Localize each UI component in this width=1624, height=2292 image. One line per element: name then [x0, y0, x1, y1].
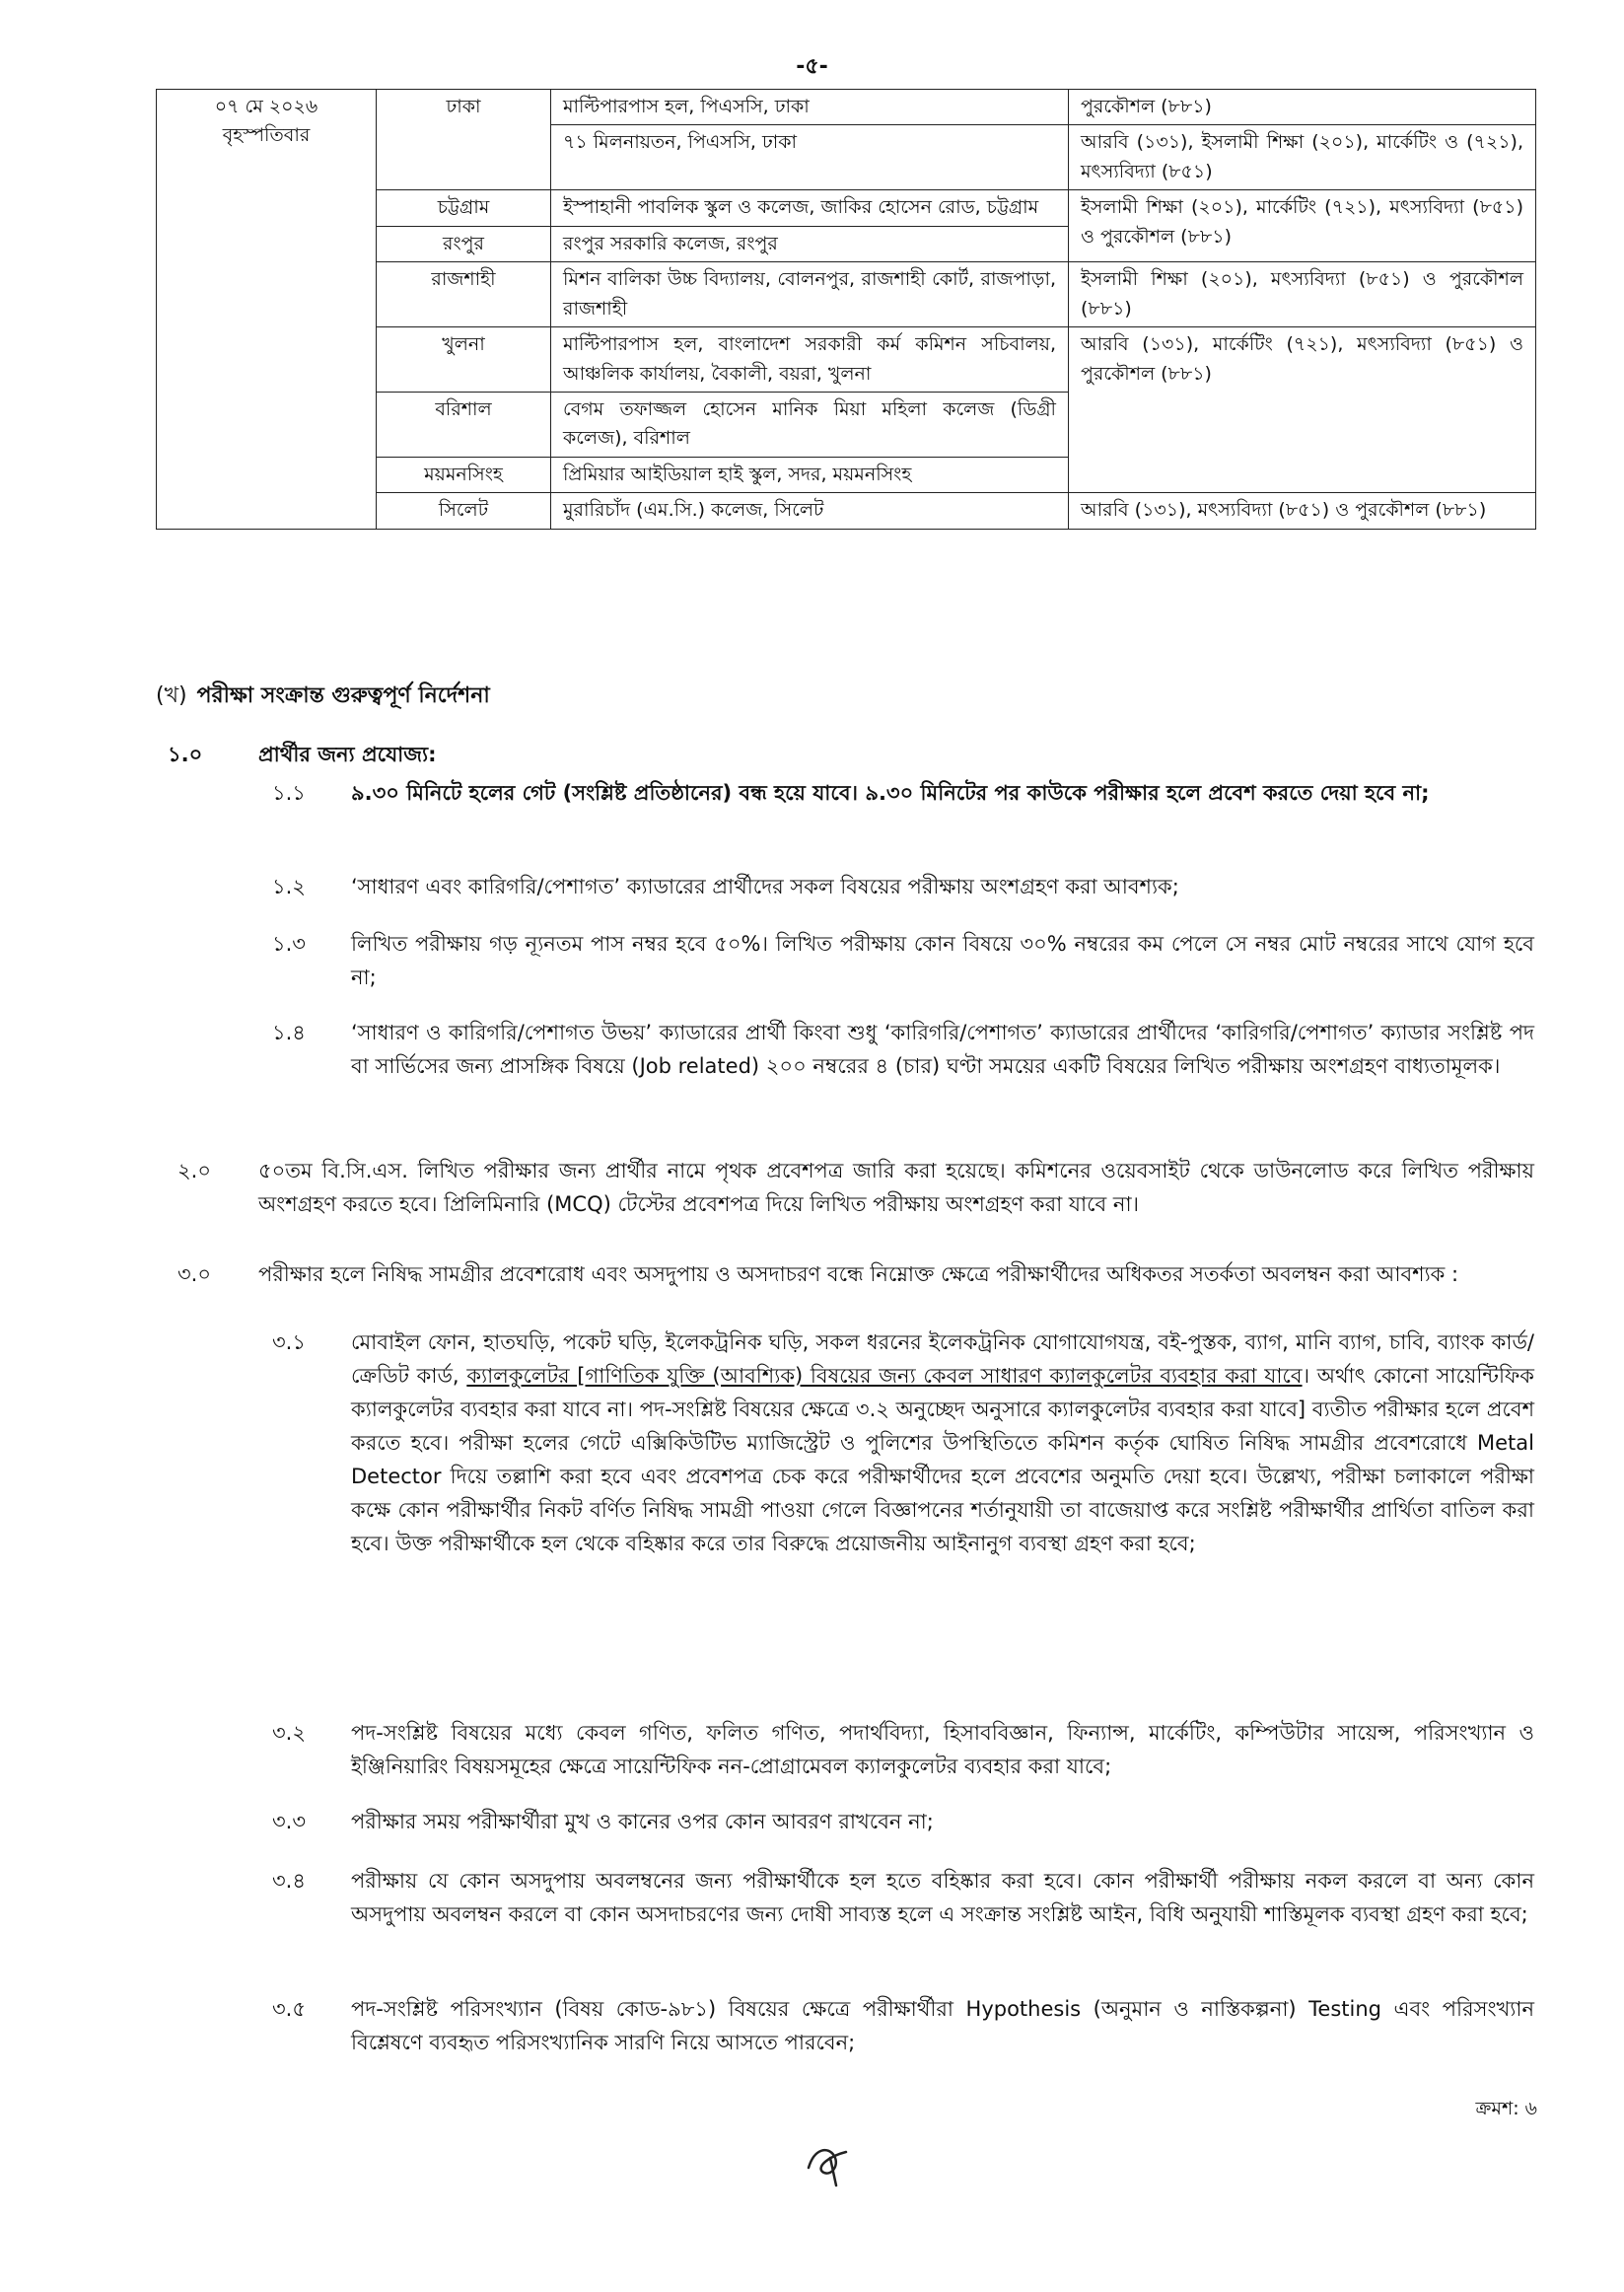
subjects-cell: ইসলামী শিক্ষা (২০১), মৎস্যবিদ্যা (৮৫১) ও পুরকৌশল (৮৮১)	[1069, 262, 1536, 327]
subjects-cell: ইসলামী শিক্ষা (২০১), মার্কেটিং (৭২১), মৎস্যবিদ্যা (৮৫১) ও পুরকৌশল (৮৮১)	[1069, 190, 1536, 262]
exam-day: বৃহস্পতিবার	[222, 124, 311, 147]
instruction-text: ‘সাধারণ ও কারিগরি/পেশাগত উভয়’ ক্যাডারের প্রার্থী কিংবা শুধু ‘কারিগরি/পেশাগত’ ক্যাডারের প্রার্থীদের ‘কারিগরি/পেশাগত’ ক্যাডার সংশ্লিষ্ট পদ বা সার্ভিসের জন্য প্রাসঙ্গিক বিষয়ে (Job related) ২০০ নম্বরের ৪ (চার) ঘণ্টা সময়ের একটি বিষয়ের লিখিত পরীক্ষায় অংশগ্রহণ বাধ্যতামূলক।	[351, 1021, 1534, 1079]
instruction-text: পদ-সংশ্লিষ্ট বিষয়ের মধ্যে কেবল গণিত, ফলিত গণিত, পদার্থবিদ্যা, হিসাববিজ্ঞান, ফিন্যান্স, মার্কেটিং, কম্পিউটার সায়েন্স, পরিসংখ্যান ও ইঞ্জিনিয়ারিং বিষয়সমূহের ক্ষেত্রে সায়েন্টিফিক নন-প্রোগ্রামেবল ক্যালকুলেটর ব্যবহার করা যাবে;	[351, 1721, 1534, 1779]
table-row	[157, 90, 1536, 125]
division-cell: ঢাকা	[377, 90, 551, 190]
item-number: ৩.৩	[272, 1810, 306, 1833]
subjects-cell: আরবি (১৩১), ইসলামী শিক্ষা (২০১), মার্কেটিং ও (৭২১), মৎস্যবিদ্যা (৮৫১)	[1069, 125, 1536, 190]
text-run: মোবাইল ফোন, হাতঘড়ি, পকেট ঘড়ি, ইলেকট্রনিক ঘড়ি, সকল ধরনের ইলেকট্রনিক যোগাযোগযন্ত্র, বই-পুস্তক, ব্যাগ, মানি ব্যাগ, চাবি, ব্যাংক কার্ড/ক্রেডিট কার্ড,	[351, 1330, 1534, 1389]
underlined-text: ক্যালকুলেটর [গাণিতিক যুক্তি (আবশ্যিক) বিষয়ের জন্য কেবল সাধারণ ক্যালকুলেটর ব্যবহার করা যাবে	[466, 1364, 1303, 1389]
division-cell: রংপুর	[377, 226, 551, 261]
section-label: (খ)	[156, 683, 187, 708]
division-cell: চট্টগ্রাম	[377, 190, 551, 226]
instruction-text: পরীক্ষায় যে কোন অসদুপায় অবলম্বনের জন্য পরীক্ষার্থীকে হল হতে বহিষ্কার করা হবে। কোন পরীক্ষার্থী পরীক্ষায় নকল করলে বা অন্য কোন অসদুপায় অবলম্বন করলে বা কোন অসদাচরণের জন্য দোষী সাব্যস্ত হলে এ সংক্রান্ত সংশ্লিষ্ট আইন, বিধি অনুযায়ী শাস্তিমূলক ব্যবস্থা গ্রহণ করা হবে;	[351, 1869, 1534, 1927]
item-number: ১.৪	[272, 1021, 306, 1044]
division-cell: রাজশাহী	[377, 262, 551, 327]
venue-cell: ইস্পাহানী পাবলিক স্কুল ও কলেজ, জাকির হোসেন রোড, চট্টগ্রাম	[551, 190, 1069, 226]
division-cell: বরিশাল	[377, 392, 551, 457]
instruction-text: পদ-সংশ্লিষ্ট পরিসংখ্যান (বিষয় কোড-৯৮১) বিষয়ের ক্ষেত্রে পরীক্ষার্থীরা Hypothesis (অনুমান ও নাস্তিকল্পনা) Testing এবং পরিসংখ্যান বিশ্লেষণে ব্যবহৃত পরিসংখ্যানিক সারণি নিয়ে আসতে পারবেন;	[351, 1997, 1534, 2055]
continued-note: ক্রমশ: ৬	[1475, 2098, 1537, 2119]
instruction-text: পরীক্ষার সময় পরীক্ষার্থীরা মুখ ও কানের ওপর কোন আবরণ রাখবেন না;	[351, 1810, 934, 1833]
item-number: ৩.২	[272, 1721, 306, 1745]
instruction-text: পরীক্ষার হলে নিষিদ্ধ সামগ্রীর প্রবেশরোধ এবং অসদুপায় ও অসদাচরণ বন্ধে নিম্নোক্ত ক্ষেত্রে পরীক্ষার্থীদের অধিকতর সতর্কতা অবলম্বন করা আবশ্যক :	[258, 1262, 1459, 1286]
division-cell: সিলেট	[377, 493, 551, 529]
subsection-title: প্রার্থীর জন্য প্রযোজ্য:	[258, 743, 437, 766]
venue-cell: মুরারিচাঁদ (এম.সি.) কলেজ, সিলেট	[551, 493, 1069, 529]
item-number: ৩.৫	[272, 1997, 306, 2021]
instruction-text	[351, 1325, 1534, 1560]
instruction-text: লিখিত পরীক্ষায় গড় ন্যূনতম পাস নম্বর হবে ৫০%। লিখিত পরীক্ষায় কোন বিষয়ে ৩০% নম্বরের কম পেলে সে নম্বর মোট নম্বরের সাথে যোগ হবে না;	[351, 932, 1534, 990]
item-number: ৩.৪	[272, 1869, 306, 1893]
exam-venue-table	[156, 89, 1536, 530]
instruction-text: ৫০তম বি.সি.এস. লিখিত পরীক্ষার জন্য প্রার্থীর নামে পৃথক প্রবেশপত্র জারি করা হয়েছে। কমিশনের ওয়েবসাইট থেকে ডাউনলোড করে লিখিত পরীক্ষায় অংশগ্রহণ করতে হবে। প্রিলিমিনারি (MCQ) টেস্টের প্রবেশপত্র দিয়ে লিখিত পরীক্ষায় অংশগ্রহণ করা যাবে না।	[258, 1159, 1534, 1217]
subjects-cell: পুরকৌশল (৮৮১)	[1069, 90, 1536, 125]
section-heading	[156, 679, 490, 715]
text-run: । অর্থাৎ কোনো সায়েন্টিফিক ক্যালকুলেটর ব্যবহার করা যাবে না। পদ-সংশ্লিষ্ট বিষয়ের ক্ষেত্রে ৩.২ অনুচ্ছেদ অনুসারে ক্যালকুলেটর ব্যবহার করা যাবে] ব্যতীত পরীক্ষার হলে প্রবেশ করতে হবে। পরীক্ষা হলের গেটে এক্সিকিউটিভ ম্যাজিস্ট্রেট ও পুলিশের উপস্থিতিতে কমিশন কর্তৃক ঘোষিত নিষিদ্ধ সামগ্রীর প্রবেশরোধে Metal Detector দিয়ে তল্লাশি করা হবে এবং প্রবেশপত্র চেক করে পরীক্ষার্থীদের হলে প্রবেশের অনুমতি দেয়া হবে। উল্লেখ্য, পরীক্ষা চলাকালে পরীক্ষা কক্ষে কোন পরীক্ষার্থীর নিকট বর্ণিত নিষিদ্ধ সামগ্রী পাওয়া গেলে বিজ্ঞাপনের শর্তানুযায়ী তা বাজেয়াপ্ত করে সংশ্লিষ্ট পরীক্ষার্থীর প্রার্থিতা বাতিল করা হবে। উক্ত পরীক্ষার্থীকে হল থেকে বহিষ্কার করে তার বিরুদ্ধে প্রয়োজনীয় আইনানুগ ব্যবস্থা গ্রহণ করা হবে;	[351, 1364, 1534, 1556]
subjects-cell: আরবি (১৩১), মার্কেটিং (৭২১), মৎস্যবিদ্যা (৮৫১) ও পুরকৌশল (৮৮১)	[1069, 327, 1536, 493]
venue-cell: মাল্টিপারপাস হল, পিএসসি, ঢাকা	[551, 90, 1069, 125]
venue-cell: ৭১ মিলনায়তন, পিএসসি, ঢাকা	[551, 125, 1069, 190]
item-number: ১.০	[168, 743, 203, 766]
venue-cell: প্রিমিয়ার আইডিয়াল হাই স্কুল, সদর, ময়মনসিংহ	[551, 457, 1069, 492]
instruction-text: ‘সাধারণ এবং কারিগরি/পেশাগত’ ক্যাডারের প্রার্থীদের সকল বিষয়ের পরীক্ষায় অংশগ্রহণ করা আবশ্যক;	[351, 875, 1179, 898]
venue-cell: রংপুর সরকারি কলেজ, রংপুর	[551, 226, 1069, 261]
exam-date: ০৭ মে ২০২৬	[214, 96, 318, 117]
item-number: ১.১	[272, 781, 306, 805]
instruction-text: ৯.৩০ মিনিটে হলের গেট (সংশ্লিষ্ট প্রতিষ্ঠানের) বন্ধ হয়ে যাবে। ৯.৩০ মিনিটের পর কাউকে পরীক্ষার হলে প্রবেশ করতে দেয়া হবে না;	[351, 781, 1430, 805]
item-number: ১.৩	[272, 932, 306, 956]
item-number: ১.২	[272, 875, 306, 898]
venue-cell: মিশন বালিকা উচ্চ বিদ্যালয়, বোলনপুর, রাজশাহী কোর্ট, রাজপাড়া, রাজশাহী	[551, 262, 1069, 327]
item-number: ৩.০	[177, 1262, 211, 1286]
exam-date-cell	[157, 90, 377, 530]
page-number: -৫-	[796, 54, 828, 79]
venue-cell: বেগম তফাজ্জল হোসেন মানিক মিয়া মহিলা কলেজ (ডিগ্রী কলেজ), বরিশাল	[551, 392, 1069, 457]
division-cell: ময়মনসিংহ	[377, 457, 551, 492]
subjects-cell: আরবি (১৩১), মৎস্যবিদ্যা (৮৫১) ও পুরকৌশল (৮৮১)	[1069, 493, 1536, 529]
section-title: পরীক্ষা সংক্রান্ত গুরুত্বপূর্ণ নির্দেশনা	[196, 683, 490, 708]
item-number: ৩.১	[272, 1330, 306, 1354]
venue-cell: মাল্টিপারপাস হল, বাংলাদেশ সরকারী কর্ম কমিশন সচিবালয়, আঞ্চলিক কার্যালয়, বৈকালী, বয়রা, খুলনা	[551, 327, 1069, 393]
division-cell: খুলনা	[377, 327, 551, 393]
initial-signature	[801, 2138, 860, 2187]
item-number: ২.০	[177, 1159, 211, 1182]
